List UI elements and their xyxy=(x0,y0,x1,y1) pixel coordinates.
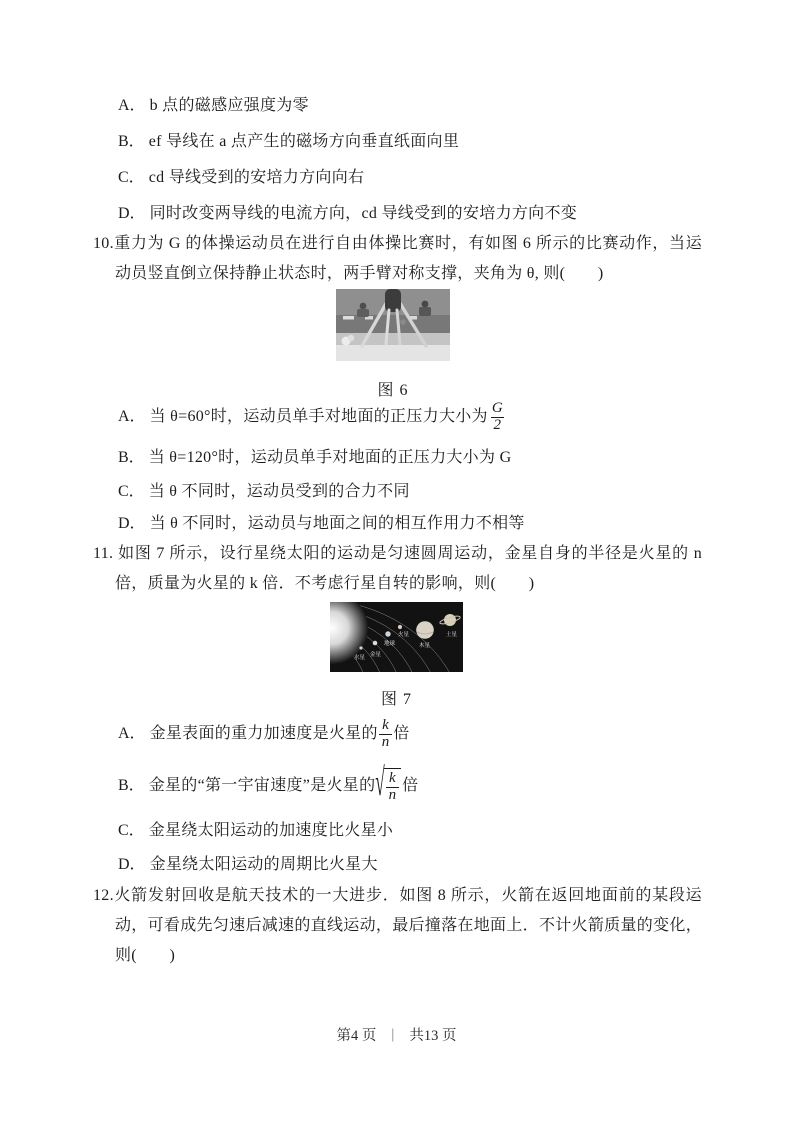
venus-label: 金星 xyxy=(370,652,382,658)
figure6-caption: 图 6 xyxy=(377,382,409,399)
option-row-b xyxy=(118,758,718,814)
option-label: D． xyxy=(118,205,146,222)
question9-options xyxy=(118,88,718,232)
option-row-b xyxy=(118,124,718,160)
earth-planet xyxy=(385,631,390,636)
question11-stem: 11. 如图 7 所示，设行星绕太阳的运动是匀速圆周运动，金星自身的半径是火星的 n 倍，质量为火星的 k 倍．不考虑行星自转的影响，则( ) xyxy=(93,545,702,592)
sqrt-k-over-n: √ $\frac{k}{n}$ xyxy=(376,768,401,804)
footer-total-pages: 共13 页 xyxy=(409,1028,457,1044)
option-label: C． xyxy=(118,822,145,839)
option-label: B． xyxy=(118,449,145,466)
option-row-c xyxy=(118,814,718,848)
question10-stem: 10.重力为 G 的体操运动员在进行自由体操比赛时，有如图 6 所示的比赛动作，当运动员竖直倒立保持静止状态时，两手臂对称支撑，夹角为 θ, 则( ) xyxy=(93,235,702,282)
solar-system-image xyxy=(330,602,463,672)
option-label: D． xyxy=(118,515,146,532)
fraction-G-over-2: $\frac{G}{2}$ xyxy=(491,399,503,433)
mars-planet xyxy=(398,625,402,629)
option-row-a xyxy=(118,394,718,440)
option-label: B． xyxy=(118,777,145,794)
figure6 xyxy=(336,289,450,400)
option-row-a xyxy=(118,88,718,124)
option-text: 金星表面的重力加速度是火星的 xyxy=(149,725,378,742)
option-label: A． xyxy=(118,725,146,742)
footer-separator: ｜ xyxy=(386,1028,400,1043)
option-label: C． xyxy=(118,169,145,186)
option-text-post: 倍 xyxy=(402,777,419,794)
option-text-post: 倍 xyxy=(393,725,410,742)
option-row-a xyxy=(118,710,718,758)
option-row-b xyxy=(118,440,718,476)
option-text: 当 θ 不同时，运动员与地面之间的相互作用力不相等 xyxy=(149,515,525,532)
mercury-planet xyxy=(359,646,362,649)
saturn-label: 土星 xyxy=(446,632,458,638)
jupiter-planet xyxy=(416,621,434,639)
figure7-caption: 图 7 xyxy=(380,691,412,708)
option-label: B． xyxy=(118,133,145,150)
option-label: A． xyxy=(118,408,146,425)
option-label: D． xyxy=(118,856,146,873)
mars-label: 火星 xyxy=(398,632,410,638)
option-row-d xyxy=(118,508,718,540)
option-text: 当 θ 不同时，运动员受到的合力不同 xyxy=(148,483,410,500)
venus-planet xyxy=(373,641,378,646)
option-text: ef 导线在 a 点产生的磁场方向垂直纸面向里 xyxy=(148,133,460,150)
option-text: 金星绕太阳运动的加速度比火星小 xyxy=(148,822,394,839)
gymnast-photo xyxy=(336,289,450,361)
option-text: 当 θ=120°时，运动员单手对地面的正压力大小为 G xyxy=(148,449,512,466)
figure7 xyxy=(330,602,463,709)
option-row-d xyxy=(118,848,718,882)
mercury-label: 水星 xyxy=(354,655,366,661)
option-row-c xyxy=(118,160,718,196)
option-row-d xyxy=(118,196,718,232)
option-text: 同时改变两导线的电流方向，cd 导线受到的安培力方向不变 xyxy=(149,205,578,222)
question10-options xyxy=(118,394,718,540)
option-text: 金星的“第一宇宙速度”是火星的 xyxy=(148,777,376,794)
page-footer xyxy=(0,1024,793,1045)
question11-options xyxy=(118,710,718,882)
option-label: A． xyxy=(118,97,146,114)
earth-label: 地球 xyxy=(384,641,396,647)
question12-stem: 12.火箭发射回收是航天技术的一大进步．如图 8 所示，火箭在返回地面前的某段运动，可看成先匀速后减速的直线运动，最后撞落在地面上．不计火箭质量的变化，则( ) xyxy=(93,887,702,964)
jupiter-label: 木星 xyxy=(419,643,431,649)
option-label: C． xyxy=(118,483,145,500)
option-text: 当 θ=60°时，运动员单手对地面的正压力大小为 xyxy=(149,408,488,425)
option-text: b 点的磁感应强度为零 xyxy=(149,97,309,114)
option-text: cd 导线受到的安培力方向向右 xyxy=(148,169,365,186)
option-row-c xyxy=(118,476,718,508)
fraction-k-over-n: $\frac{k}{n}$ xyxy=(379,718,393,751)
footer-page-number: 第4 页 xyxy=(336,1028,377,1044)
option-text: 金星绕太阳运动的周期比火星大 xyxy=(149,856,378,873)
